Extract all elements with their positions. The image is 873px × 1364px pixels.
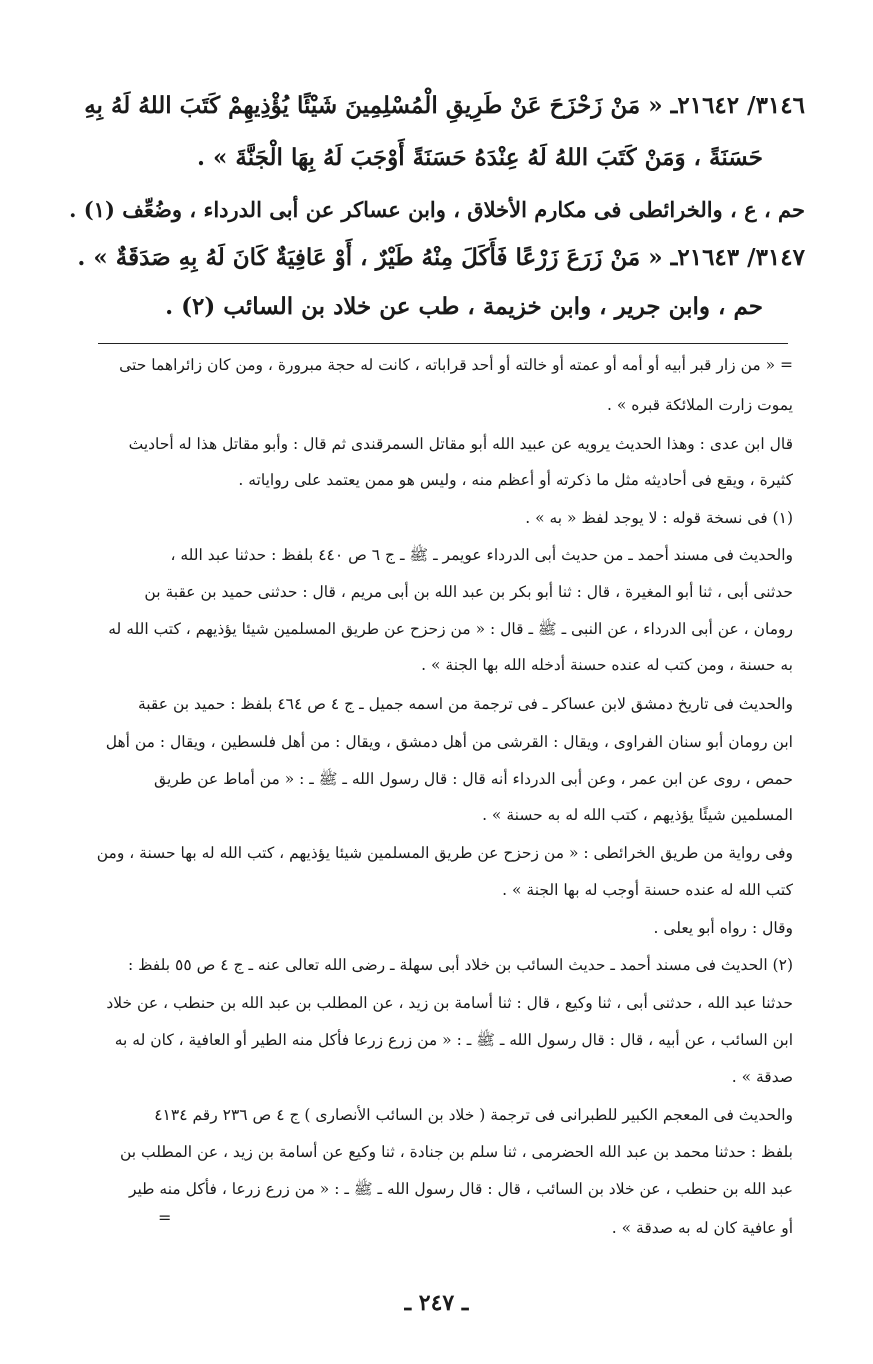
- footnote-2-line: عبد الله بن حنطب ، عن خلاد بن السائب ، قال : قال رسول الله ـ ﷺ ـ : « من زرع زرعا ، فأكل منه طير: [128, 1180, 793, 1198]
- footnote-continuation-line: يموت زارت الملائكة قبره » .: [607, 396, 793, 414]
- footnote-1-line: المسلمين شيئًا يؤذيهم ، كتب الله له به حسنة » .: [482, 806, 793, 824]
- footnote-1-line: والحديث فى مسند أحمد ـ من حديث أبى الدرداء عويمر ـ ﷺ ـ ج ٦ ص ٤٤٠ بلفظ : حدثنا عبد الله ،: [170, 546, 793, 564]
- footnote-1-line: والحديث فى تاريخ دمشق لابن عساكر ـ فى ترجمة من اسمه جميل ـ ج ٤ ص ٤٦٤ بلفظ : حميد بن عقبة: [137, 695, 793, 713]
- continuation-mark: =: [158, 1208, 172, 1227]
- hadith-3147-source: حم ، وابن جرير ، وابن خزيمة ، طب عن خلاد بن السائب (٢) .: [165, 293, 763, 320]
- hadith-3146-line-1: ٣١٤٦/ ٢١٦٤٢ـ « مَنْ زَحْزَحَ عَنْ طَرِيقِ الْمُسْلِمِينَ شَيْئًا يُؤْذِيهِمْ كَتَبَ اللهُ لَهُ بِهِ: [84, 92, 805, 119]
- footnote-continuation-line: = « من زار قبر أبيه أو أمه أو عمته أو خالته أو أحد قراباته ، كانت له حجة مبرورة ، ومن كان زائراهما حتى: [119, 356, 793, 374]
- footnote-2-line: صدقة » .: [731, 1068, 793, 1086]
- footnote-1-line: (١) فى نسخة قوله : لا يوجد لفظ « به » .: [525, 509, 793, 527]
- hadith-3147-line-1: ٣١٤٧/ ٢١٦٤٣ـ « مَنْ زَرَعَ زَرْعًا فَأَكَلَ مِنْهُ طَيْرٌ ، أَوْ عَافِيَةٌ كَانَ لَهُ بِهِ صَدَقَةٌ » .: [77, 244, 805, 271]
- footnote-1-line: حدثنى أبى ، ثنا أبو المغيرة ، قال : ثنا أبو بكر بن عبد الله بن أبى مريم ، قال : حدثنى حميد بن عقبة بن: [144, 583, 793, 601]
- footnote-continuation-line: قال ابن عدى : وهذا الحديث يرويه عن عبيد الله أبو مقاتل السمرقندى ثم قال : وأبو مقاتل هذا له أحاديث: [128, 435, 793, 453]
- footnote-1-line: كتب الله له عنده حسنة أوجب له بها الجنة » .: [502, 881, 793, 899]
- footnote-1-line: به حسنة ، ومن كتب له عنده حسنة أدخله الله بها الجنة » .: [421, 656, 793, 674]
- page-number: ـ ٢٤٧ ـ: [404, 1290, 469, 1316]
- hadith-3146-source: حم ، ع ، والخرائطى فى مكارم الأخلاق ، وابن عساكر عن أبى الدرداء ، وضُعِّف (١) .: [69, 197, 805, 222]
- footnote-2-line: أو عافية كان له به صدقة » .: [611, 1219, 793, 1237]
- footnote-continuation-line: كثيرة ، ويقع فى أحاديثه مثل ما ذكرته أو أعظم منه ، وليس هو ممن يعتمد على رواياته .: [238, 471, 793, 489]
- footnote-1-line: حمص ، روى عن ابن عمر ، وعن أبى الدرداء أنه قال : قال رسول الله ـ ﷺ ـ : « من أماط عن طريق: [154, 770, 793, 788]
- footnote-1-line: ابن رومان أبو سنان الفراوى ، ويقال : القرشى من أهل دمشق ، ويقال : من أهل فلسطين ، ويقال : من أهل: [105, 733, 793, 751]
- footnote-2-line: بلفظ : حدثنا محمد بن عبد الله الحضرمى ، ثنا سلم بن جنادة ، ثنا وكيع عن أسامة بن زيد ، عن المطلب بن: [120, 1143, 793, 1161]
- footnote-2-line: (٢) الحديث فى مسند أحمد ـ حديث السائب بن خلاد أبى سهلة ـ رضى الله تعالى عنه ـ ج ٤ ص ٥٥ بلفظ :: [127, 956, 793, 974]
- footnote-2-line: حدثنا عبد الله ، حدثنى أبى ، ثنا وكيع ، قال : ثنا أسامة بن زيد ، عن المطلب بن عبد الله بن حنطب ، عن خلاد: [106, 994, 793, 1012]
- footnote-1-line: وقال : رواه أبو يعلى .: [653, 919, 793, 937]
- footnote-separator: [98, 343, 788, 344]
- hadith-3146-line-2: حَسَنَةً ، وَمَنْ كَتَبَ اللهُ لَهُ عِنْدَهُ حَسَنَةً أَوْجَبَ لَهُ بِهَا الْجَنَّةَ » .: [197, 144, 763, 171]
- footnote-2-line: ابن السائب ، عن أبيه ، قال : قال رسول الله ـ ﷺ ـ : « من زرع زرعا فأكل منه الطير أو العافية ، كان له به: [114, 1031, 793, 1049]
- footnote-2-line: والحديث فى المعجم الكبير للطبرانى فى ترجمة ( خلاد بن السائب الأنصارى ) ج ٤ ص ٢٣٦ رقم ٤١٣٤: [154, 1106, 793, 1124]
- footnote-1-line: وفى رواية من طريق الخرائطى : « من زحزح عن طريق المسلمين شيئا يؤذيهم ، كتب الله له بها حسنة ، ومن: [96, 844, 793, 862]
- footnote-1-line: رومان ، عن أبى الدرداء ، عن النبى ـ ﷺ ـ قال : « من زحزح عن طريق المسلمين شيئا يؤذيهم ، كتب الله له: [108, 620, 793, 638]
